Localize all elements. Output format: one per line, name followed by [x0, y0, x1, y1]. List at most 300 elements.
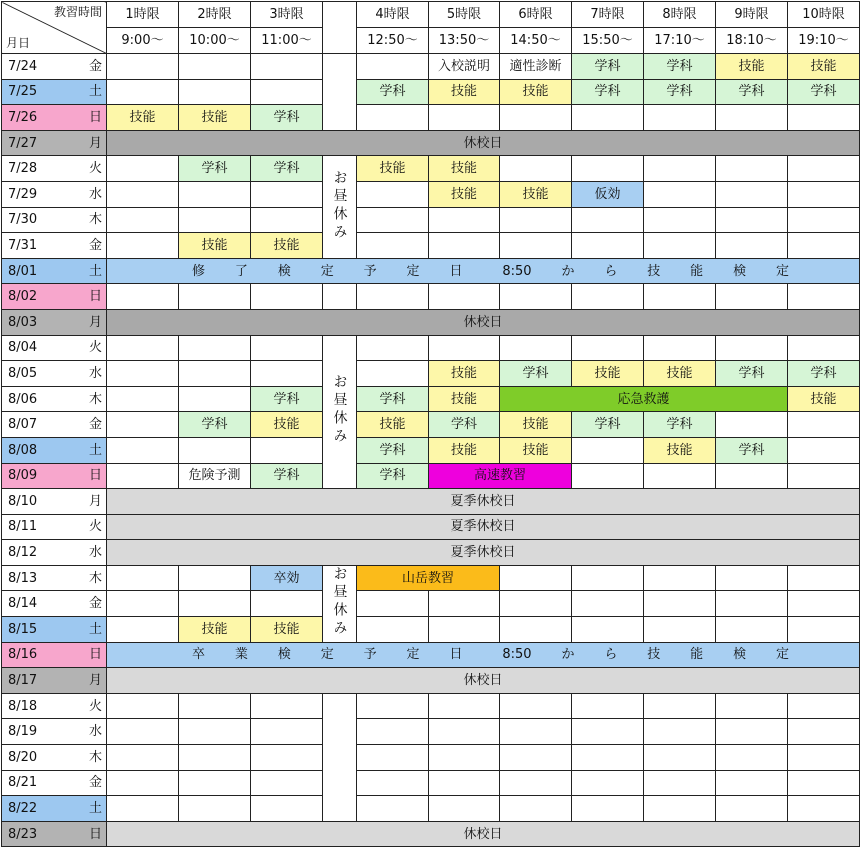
empty-cell — [251, 284, 323, 310]
period-name: 7時限 — [572, 2, 644, 28]
weekday-label: 木 — [88, 749, 102, 765]
date-cell — [2, 668, 107, 694]
table-row — [2, 668, 860, 694]
empty-cell — [107, 437, 179, 463]
closed-day-cell: 休校日 — [107, 668, 860, 694]
empty-cell — [572, 437, 644, 463]
empty-cell — [429, 719, 500, 745]
empty-cell — [107, 284, 179, 310]
weekday-label: 月 — [88, 135, 102, 151]
empty-cell — [357, 693, 429, 719]
date-label: 8/08 — [8, 442, 38, 458]
empty-cell — [251, 591, 323, 617]
empty-cell — [500, 156, 572, 182]
empty-cell — [572, 156, 644, 182]
date-cell — [2, 309, 107, 335]
empty-cell — [251, 745, 323, 771]
period-name: 4時限 — [357, 2, 429, 28]
empty-cell — [357, 796, 429, 822]
weekday-label: 水 — [88, 724, 102, 740]
empty-cell — [107, 361, 179, 387]
lesson-cell: 学科 — [251, 386, 323, 412]
table-row — [2, 821, 860, 847]
period-time: 18:10〜 — [716, 28, 788, 54]
exam-day-char: 定 — [406, 647, 420, 663]
lesson-cell: 卒効 — [251, 565, 323, 591]
lunch-break-cell — [323, 719, 357, 745]
empty-cell — [429, 770, 500, 796]
empty-cell — [788, 207, 860, 233]
period-time: 11:00〜 — [251, 28, 323, 54]
empty-cell — [788, 745, 860, 771]
empty-cell — [429, 105, 500, 131]
exam-day-char: 了 — [234, 263, 248, 279]
empty-cell — [644, 796, 716, 822]
empty-cell — [500, 284, 572, 310]
empty-cell — [251, 437, 323, 463]
empty-cell — [357, 745, 429, 771]
empty-cell — [572, 105, 644, 131]
empty-cell — [788, 412, 860, 438]
empty-cell — [179, 719, 251, 745]
table-row — [2, 130, 860, 156]
lesson-cell: 学科 — [644, 412, 716, 438]
empty-cell — [788, 463, 860, 489]
empty-cell — [500, 693, 572, 719]
date-label: 7/30 — [8, 212, 38, 228]
exam-day-char: 技 — [647, 647, 661, 663]
date-cell — [2, 284, 107, 310]
exam-day-char: 検 — [733, 647, 747, 663]
date-label: 8/10 — [8, 493, 38, 509]
empty-cell — [788, 770, 860, 796]
exam-day-char: 定 — [775, 263, 789, 279]
table-row — [2, 309, 860, 335]
date-label: 8/09 — [8, 468, 38, 484]
period-time: 9:00〜 — [107, 28, 179, 54]
empty-cell — [572, 591, 644, 617]
empty-cell — [357, 233, 429, 259]
date-label: 7/29 — [8, 186, 38, 202]
lesson-cell: 学科 — [716, 437, 788, 463]
empty-cell — [788, 719, 860, 745]
table-row — [2, 181, 860, 207]
lesson-cell: 技能 — [357, 156, 429, 182]
date-label: 8/03 — [8, 314, 38, 330]
empty-cell — [179, 693, 251, 719]
empty-cell — [179, 770, 251, 796]
empty-cell — [644, 565, 716, 591]
table-row — [2, 386, 860, 412]
lesson-cell: 危険予測 — [179, 463, 251, 489]
lesson-cell: 技能 — [500, 181, 572, 207]
empty-cell — [788, 335, 860, 361]
empty-cell — [429, 693, 500, 719]
empty-cell — [644, 105, 716, 131]
weekday-label: 火 — [88, 519, 102, 535]
empty-cell — [788, 437, 860, 463]
weekday-label: 水 — [88, 545, 102, 561]
lesson-cell: 学科 — [500, 361, 572, 387]
lesson-cell: 学科 — [251, 463, 323, 489]
period-name: 1時限 — [107, 2, 179, 28]
empty-cell — [500, 617, 572, 643]
empty-cell — [429, 207, 500, 233]
lesson-cell: 技能 — [357, 412, 429, 438]
closed-day-cell: 夏季休校日 — [107, 489, 860, 515]
empty-cell — [429, 284, 500, 310]
lunch-break-label: お昼休み — [331, 169, 348, 242]
empty-cell — [357, 207, 429, 233]
weekday-label: 日 — [88, 289, 102, 305]
empty-cell — [357, 181, 429, 207]
exam-start-time: 8:50 — [502, 263, 532, 279]
schedule-table — [1, 1, 860, 847]
table-row — [2, 745, 860, 771]
weekday-label: 月 — [88, 673, 102, 689]
date-cell — [2, 181, 107, 207]
lesson-cell: 学科 — [357, 437, 429, 463]
table-row — [2, 284, 860, 310]
date-label: 8/05 — [8, 365, 38, 381]
weekday-label: 金 — [88, 596, 102, 612]
empty-cell — [644, 181, 716, 207]
empty-cell — [716, 693, 788, 719]
empty-cell — [788, 591, 860, 617]
empty-cell — [107, 463, 179, 489]
weekday-label: 日 — [88, 468, 102, 484]
empty-cell — [357, 361, 429, 387]
empty-cell — [788, 565, 860, 591]
empty-cell — [788, 693, 860, 719]
date-cell — [2, 361, 107, 387]
lesson-cell: 技能 — [644, 437, 716, 463]
table-row — [2, 437, 860, 463]
date-label: 8/07 — [8, 417, 38, 433]
date-label: 8/16 — [8, 647, 38, 663]
period-name: 10時限 — [788, 2, 860, 28]
empty-cell — [644, 617, 716, 643]
lesson-cell: 技能 — [500, 437, 572, 463]
lesson-cell: 学科 — [357, 463, 429, 489]
date-label: 8/21 — [8, 775, 38, 791]
empty-cell — [644, 156, 716, 182]
date-cell — [2, 386, 107, 412]
lunch-break-cell — [323, 156, 357, 258]
empty-cell — [788, 617, 860, 643]
empty-cell — [572, 719, 644, 745]
lesson-cell: 技能 — [251, 233, 323, 259]
period-name: 6時限 — [500, 2, 572, 28]
empty-cell — [179, 284, 251, 310]
empty-cell — [500, 770, 572, 796]
lesson-cell: 技能 — [429, 156, 500, 182]
empty-cell — [251, 181, 323, 207]
lesson-cell: 入校説明 — [429, 54, 500, 80]
period-time: 12:50〜 — [357, 28, 429, 54]
lunch-break-cell — [323, 796, 357, 822]
exam-day-char: 修 — [192, 263, 206, 279]
empty-cell — [251, 719, 323, 745]
empty-cell — [179, 386, 251, 412]
empty-cell — [429, 617, 500, 643]
empty-cell — [716, 617, 788, 643]
empty-cell — [107, 335, 179, 361]
lesson-cell: 技能 — [572, 361, 644, 387]
lesson-cell: 学科 — [644, 79, 716, 105]
exam-day-char: 定 — [320, 263, 334, 279]
empty-cell — [357, 719, 429, 745]
weekday-label: 火 — [88, 340, 102, 356]
date-label: 8/17 — [8, 673, 38, 689]
table-row — [2, 693, 860, 719]
lesson-cell: 技能 — [429, 79, 500, 105]
date-cell — [2, 79, 107, 105]
lesson-cell: 技能 — [429, 361, 500, 387]
lesson-cell: 学科 — [716, 79, 788, 105]
empty-cell — [644, 770, 716, 796]
table-row — [2, 207, 860, 233]
lunch-break-label: お昼休み — [331, 566, 348, 639]
lesson-cell: 高速教習 — [429, 463, 572, 489]
date-cell — [2, 540, 107, 566]
empty-cell — [107, 693, 179, 719]
exam-day-char: ら — [604, 647, 618, 663]
schedule-body — [2, 54, 860, 847]
weekday-label: 金 — [88, 237, 102, 253]
weekday-label: 火 — [88, 161, 102, 177]
empty-cell — [716, 181, 788, 207]
date-label: 8/18 — [8, 698, 38, 714]
lunch-break-cell — [323, 105, 357, 131]
lunch-header — [323, 2, 357, 54]
date-cell — [2, 642, 107, 668]
date-label: 8/13 — [8, 570, 38, 586]
empty-cell — [107, 54, 179, 80]
weekday-label: 土 — [88, 621, 102, 637]
lesson-cell: 学科 — [572, 79, 644, 105]
empty-cell — [251, 361, 323, 387]
empty-cell — [251, 79, 323, 105]
lunch-break-label: お昼休み — [331, 374, 348, 447]
date-cell — [2, 207, 107, 233]
empty-cell — [716, 770, 788, 796]
empty-cell — [500, 207, 572, 233]
weekday-label: 土 — [88, 263, 102, 279]
closed-day-cell: 休校日 — [107, 309, 860, 335]
table-row — [2, 540, 860, 566]
empty-cell — [572, 770, 644, 796]
lesson-cell: 学科 — [788, 79, 860, 105]
date-cell — [2, 719, 107, 745]
period-name: 5時限 — [429, 2, 500, 28]
weekday-label: 土 — [88, 442, 102, 458]
empty-cell — [644, 335, 716, 361]
lunch-break-cell — [323, 284, 357, 310]
date-label: 8/01 — [8, 263, 38, 279]
empty-cell — [788, 233, 860, 259]
weekday-label: 金 — [88, 417, 102, 433]
corner-bottom-label: 月日 — [6, 36, 31, 50]
lunch-break-cell — [323, 335, 357, 489]
exam-day-char: 定 — [406, 263, 420, 279]
date-label: 8/02 — [8, 289, 38, 305]
empty-cell — [572, 693, 644, 719]
exam-day-cell — [107, 642, 860, 668]
empty-cell — [357, 54, 429, 80]
exam-day-char: 検 — [277, 647, 291, 663]
empty-cell — [107, 181, 179, 207]
lesson-cell: 技能 — [179, 233, 251, 259]
date-label: 7/27 — [8, 135, 38, 151]
date-cell — [2, 745, 107, 771]
date-cell — [2, 591, 107, 617]
lesson-cell: 技能 — [179, 105, 251, 131]
empty-cell — [572, 796, 644, 822]
date-cell — [2, 130, 107, 156]
exam-day-char: 定 — [320, 647, 334, 663]
weekday-label: 日 — [88, 109, 102, 125]
empty-cell — [572, 617, 644, 643]
empty-cell — [179, 437, 251, 463]
empty-cell — [500, 745, 572, 771]
period-time: 13:50〜 — [429, 28, 500, 54]
period-time: 15:50〜 — [572, 28, 644, 54]
date-label: 7/24 — [8, 58, 38, 74]
empty-cell — [716, 412, 788, 438]
lesson-cell: 技能 — [251, 617, 323, 643]
empty-cell — [251, 693, 323, 719]
empty-cell — [788, 284, 860, 310]
date-cell — [2, 258, 107, 284]
lesson-cell: 学科 — [179, 156, 251, 182]
empty-cell — [716, 719, 788, 745]
lunch-break-cell — [323, 693, 357, 719]
table-row — [2, 156, 860, 182]
exam-day-cell — [107, 258, 860, 284]
lesson-cell: 技能 — [716, 54, 788, 80]
empty-cell — [429, 796, 500, 822]
table-row — [2, 642, 860, 668]
lesson-cell: 山岳教習 — [357, 565, 500, 591]
empty-cell — [644, 693, 716, 719]
empty-cell — [357, 770, 429, 796]
lesson-cell: 技能 — [251, 412, 323, 438]
empty-cell — [251, 770, 323, 796]
empty-cell — [644, 463, 716, 489]
table-row — [2, 719, 860, 745]
empty-cell — [179, 181, 251, 207]
date-cell — [2, 233, 107, 259]
empty-cell — [107, 565, 179, 591]
period-name: 2時限 — [179, 2, 251, 28]
lunch-break-cell — [323, 745, 357, 771]
empty-cell — [716, 745, 788, 771]
lesson-cell: 仮効 — [572, 181, 644, 207]
date-cell — [2, 463, 107, 489]
lesson-cell: 学科 — [572, 412, 644, 438]
empty-cell — [644, 233, 716, 259]
empty-cell — [251, 54, 323, 80]
period-name: 8時限 — [644, 2, 716, 28]
date-label: 7/28 — [8, 161, 38, 177]
empty-cell — [251, 335, 323, 361]
lesson-cell: 技能 — [500, 412, 572, 438]
empty-cell — [251, 207, 323, 233]
weekday-label: 日 — [88, 826, 102, 842]
weekday-label: 土 — [88, 84, 102, 100]
empty-cell — [788, 156, 860, 182]
lesson-cell: 技能 — [788, 386, 860, 412]
closed-day-cell: 夏季休校日 — [107, 514, 860, 540]
weekday-label: 月 — [88, 493, 102, 509]
empty-cell — [644, 207, 716, 233]
lesson-cell: 学科 — [429, 412, 500, 438]
exam-day-char: 技 — [647, 263, 661, 279]
empty-cell — [179, 361, 251, 387]
lesson-cell: 技能 — [429, 181, 500, 207]
date-cell — [2, 156, 107, 182]
empty-cell — [716, 156, 788, 182]
corner-cell — [2, 2, 107, 54]
date-label: 7/31 — [8, 237, 38, 253]
table-row — [2, 591, 860, 617]
empty-cell — [357, 335, 429, 361]
exam-day-char: 能 — [690, 263, 704, 279]
empty-cell — [500, 796, 572, 822]
table-row — [2, 258, 860, 284]
date-cell — [2, 412, 107, 438]
empty-cell — [107, 796, 179, 822]
empty-cell — [500, 591, 572, 617]
lesson-cell: 技能 — [429, 437, 500, 463]
lesson-cell: 学科 — [357, 79, 429, 105]
weekday-label: 火 — [88, 698, 102, 714]
table-row — [2, 514, 860, 540]
empty-cell — [788, 796, 860, 822]
exam-start-time: 8:50 — [502, 647, 532, 663]
empty-cell — [500, 565, 572, 591]
table-row — [2, 233, 860, 259]
period-time: 19:10〜 — [788, 28, 860, 54]
weekday-label: 水 — [88, 186, 102, 202]
empty-cell — [572, 233, 644, 259]
lunch-break-cell — [323, 54, 357, 80]
date-cell — [2, 489, 107, 515]
empty-cell — [716, 796, 788, 822]
exam-day-char: か — [561, 263, 575, 279]
empty-cell — [429, 745, 500, 771]
lesson-cell: 技能 — [500, 79, 572, 105]
empty-cell — [107, 412, 179, 438]
date-cell — [2, 770, 107, 796]
corner-top-label: 教習時間 — [53, 5, 102, 19]
exam-day-char: 日 — [449, 263, 463, 279]
date-label: 8/06 — [8, 391, 38, 407]
empty-cell — [107, 770, 179, 796]
empty-cell — [716, 207, 788, 233]
weekday-label: 月 — [88, 314, 102, 330]
empty-cell — [179, 79, 251, 105]
empty-cell — [179, 207, 251, 233]
weekday-label: 土 — [88, 801, 102, 817]
empty-cell — [107, 719, 179, 745]
empty-cell — [500, 105, 572, 131]
closed-day-cell: 休校日 — [107, 821, 860, 847]
date-cell — [2, 693, 107, 719]
lesson-cell: 学科 — [572, 54, 644, 80]
lesson-cell: 技能 — [429, 386, 500, 412]
